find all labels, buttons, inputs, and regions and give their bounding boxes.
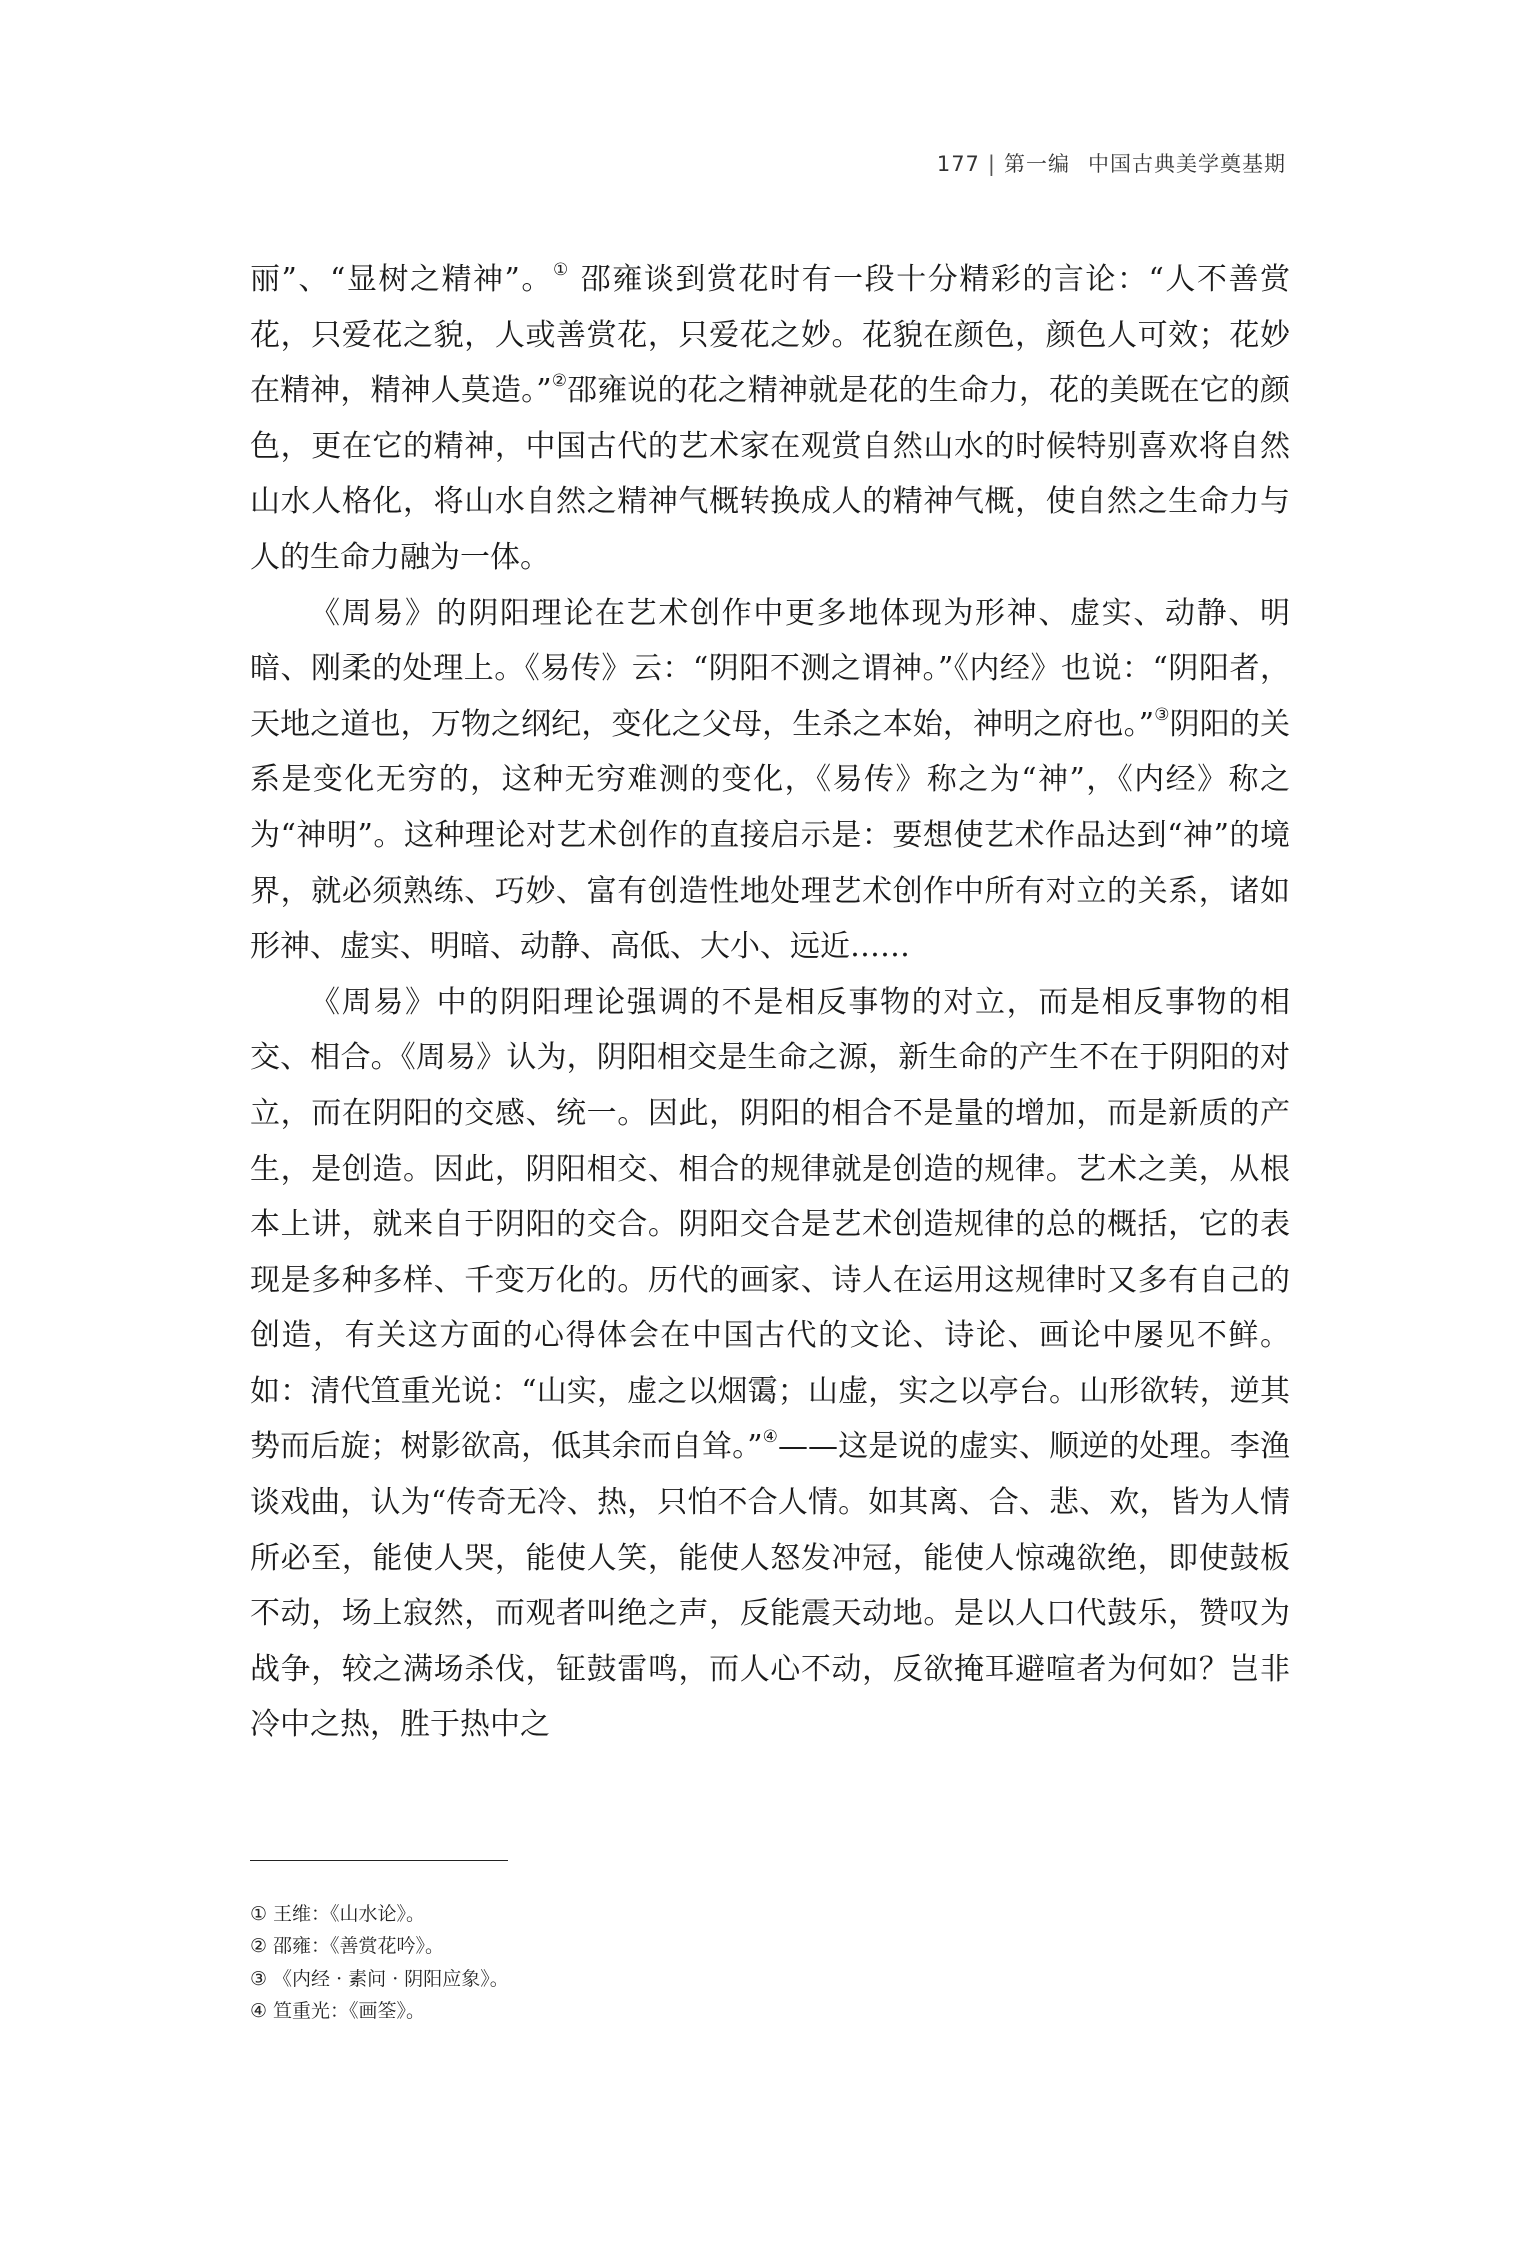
- footnote: [250, 1930, 1290, 1962]
- chapter-title: 中国古典美学奠基期: [1088, 152, 1286, 176]
- footnote: [250, 1963, 1290, 1995]
- footnote-ref: ③: [1154, 704, 1170, 725]
- footnote-text: 王维：《山水论》。: [273, 1903, 426, 1925]
- footnote-text: 邵雍：《善赏花吟》。: [273, 1935, 445, 1958]
- paragraph: [250, 586, 1290, 975]
- text-run: 邵雍谈到赏花时有一段十分精彩的言论：“人不善赏花，只爱花之貌，人或善赏花，只爱花之妙。花貌在颜色，颜色人可效；花妙在精神，精神人莫造。”: [250, 262, 1291, 409]
- text-run: 《周易》中的阴阳理论强调的不是相反事物的对立，而是相反事物的相交、相合。《周易》认为，阴阳相交是生命之源，新生命的产生不在于阴阳的对立，而在阴阳的交感、统一。因此，阴阳的相合不是量的增加，而是新质的产生，是创造。因此，阴阳相交、相合的规律就是创造的规律。艺术之美，从根本上讲，就来自于阴阳的交合。阴阳交合是艺术创造规律的总的概括，它的表现是多种多样、千变万化的。历代的画家、诗人在运用这规律时又多有自己的创造，有关这方面的心得体会在中国古代的文论、诗论、画论中屡见不鲜。如：清代笪重光说：“山实，虚之以烟霭；山虚，实之以亭台。山形欲转，逆其势而后旋；树影欲高，低其余而自耸。”: [250, 984, 1290, 1465]
- text-run: 阴阳的关系是变化无穷的，这种无穷难测的变化，《易传》称之为“神”，《内经》称之为“神明”。这种理论对艺术创作的直接启示是：要想使艺术作品达到“神”的境界，就必须熟练、巧妙、富有创造性地处理艺术创作中所有对立的关系，诸如形神、虚实、明暗、动静、高低、大小、远近……: [250, 706, 1291, 965]
- header-separator: |: [987, 152, 996, 176]
- text-run: ——这是说的虚实、顺逆的处理。李渔谈戏曲，认为“传奇无冷、热，只怕不合人情。如其离、合、悲、欢，皆为人情所必至，能使人哭，能使人笑，能使人怒发冲冠，能使人惊魂欲绝，即使鼓板不动，场上寂然，而观者叫绝之声，反能震天动地。是以人口代鼓乐，赞叹为战争，较之满场杀伐，钲鼓雷鸣，而人心不动，反欲掩耳避喧者为何如？岂非冷中之热，胜于热中之: [250, 1429, 1290, 1743]
- footnote: [250, 1898, 1290, 1930]
- text-run: 邵雍说的花之精神就是花的生命力，花的美既在它的颜色，更在它的精神，中国古代的艺术家在观赏自然山水的时候特别喜欢将自然山水人格化，将山水自然之精神气概转换成人的精神气概，使自然之生命力与人的生命力融为一体。: [250, 373, 1291, 575]
- footnote-number: ④: [250, 1999, 268, 2022]
- footnote-ref: ④: [762, 1427, 779, 1448]
- paragraph: [250, 975, 1290, 1753]
- footnote-ref: ②: [551, 371, 568, 392]
- part-label: 第一编: [1004, 152, 1070, 176]
- footnote-number: ②: [250, 1935, 268, 1958]
- text-run: 丽”、“显树之精神”。: [250, 262, 553, 297]
- footnote-ref: ①: [552, 260, 570, 280]
- footnote-text: 笪重光：《画筌》。: [273, 1999, 426, 2022]
- running-header: [937, 148, 1286, 178]
- footnotes: [250, 1898, 1290, 2027]
- paragraph: [250, 252, 1290, 586]
- footnote-number: ③: [250, 1967, 268, 1990]
- page-number: 177: [936, 152, 980, 176]
- body-text: [250, 252, 1290, 1753]
- footnote-number: ①: [250, 1903, 268, 1925]
- footnote: [250, 1995, 1290, 2027]
- footnote-text: 《内经 · 素问 · 阴阳应象》。: [273, 1967, 509, 1990]
- footnote-divider: [250, 1860, 508, 1861]
- text-run: 《周易》的阴阳理论在艺术创作中更多地体现为形神、虚实、动静、明暗、刚柔的处理上。《易传》云：“阴阳不测之谓神。”《内经》也说：“阴阳者，天地之道也，万物之纲纪，变化之父母，生杀之本始，神明之府也。”: [250, 595, 1290, 742]
